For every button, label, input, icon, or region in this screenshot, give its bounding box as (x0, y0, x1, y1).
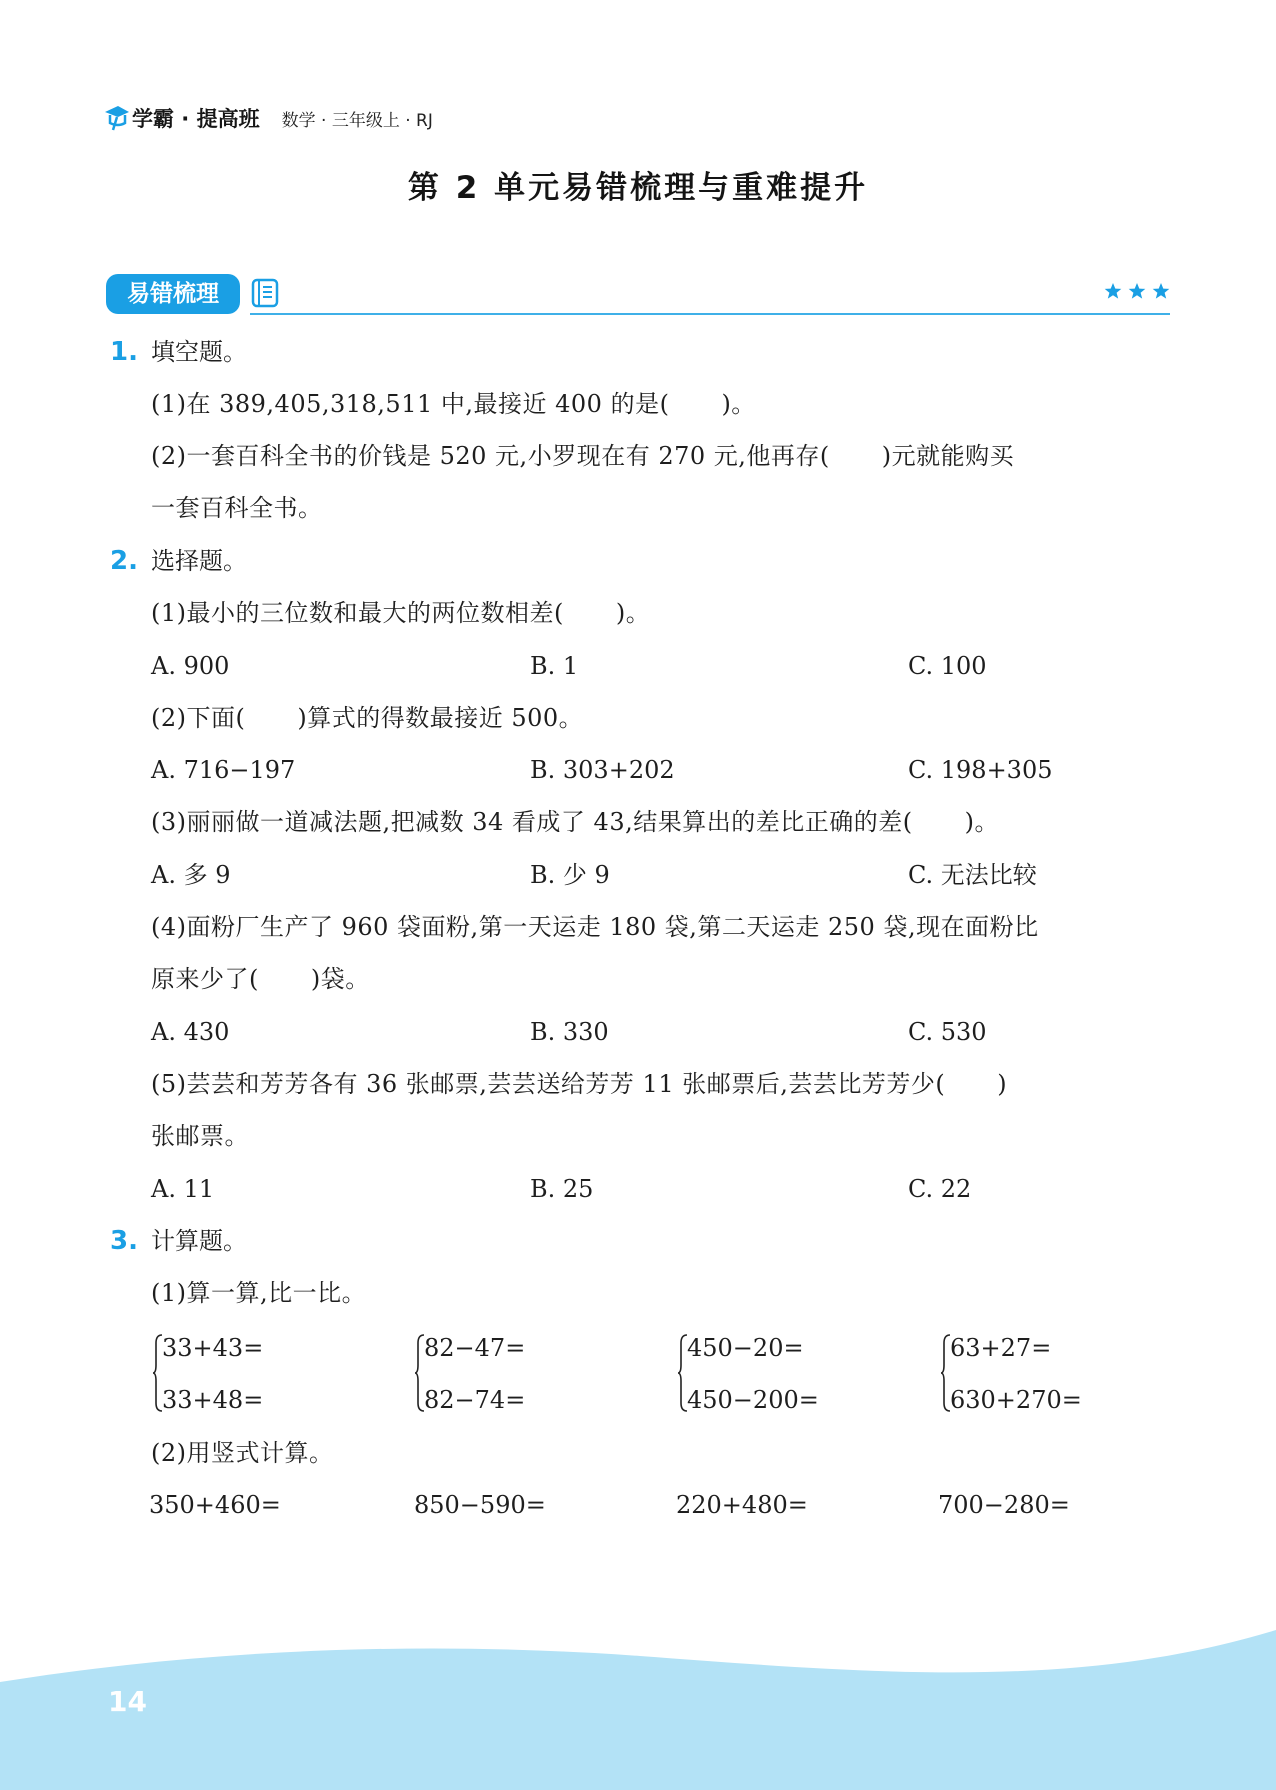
question-title: 填空题。 (151, 338, 247, 366)
option-a: A. 11 (151, 1175, 215, 1203)
question-text: 一套百科全书。 (151, 494, 323, 522)
option-c: C. 530 (908, 1018, 987, 1046)
brand-name: 学霸 · 提高班 (132, 107, 260, 131)
equation: 82−47= (424, 1334, 526, 1362)
question-number: 1. (110, 337, 138, 367)
question-text: (5)芸芸和芳芳各有 36 张邮票,芸芸送给芳芳 11 张邮票后,芸芸比芳芳少( ) (151, 1070, 1008, 1098)
option-b: B. 303+202 (530, 756, 675, 784)
book-subtitle: 数学 · 三年级上 · RJ (281, 110, 433, 131)
equation-pair (677, 1333, 877, 1413)
question-text: (1)最小的三位数和最大的两位数相差( )。 (151, 599, 651, 627)
notebook-icon (250, 278, 280, 308)
question-text: (3)丽丽做一道减法题,把减数 34 看成了 43,结果算出的差比正确的差( )。 (151, 808, 999, 836)
equation: 82−74= (424, 1386, 526, 1414)
question-text: (1)算一算,比一比。 (151, 1279, 367, 1307)
star-icon (1104, 282, 1170, 300)
difficulty-stars (1104, 282, 1170, 300)
vertical-calc-item: 350+460= (149, 1491, 281, 1519)
section-label: 易错梳理 (106, 274, 240, 314)
vertical-calc-item: 850−590= (414, 1491, 546, 1519)
question-title: 计算题。 (151, 1227, 247, 1255)
question-text: (2)用竖式计算。 (151, 1439, 334, 1467)
option-a: A. 多 9 (151, 861, 231, 889)
question-text: (2)一套百科全书的价钱是 520 元,小罗现在有 270 元,他再存( )元就能购买 (151, 442, 1015, 470)
option-a: A. 430 (151, 1018, 230, 1046)
equation-pair (414, 1333, 614, 1413)
option-c: C. 198+305 (908, 756, 1053, 784)
question-text: 张邮票。 (151, 1122, 249, 1150)
option-b: B. 少 9 (530, 861, 610, 889)
header (104, 98, 433, 138)
vertical-calc-item: 700−280= (938, 1491, 1070, 1519)
equation: 450−20= (687, 1334, 804, 1362)
question-number: 2. (110, 546, 138, 576)
question-text: (4)面粉厂生产了 960 袋面粉,第一天运走 180 袋,第二天运走 250 袋,现在面粉比 (151, 913, 1039, 941)
equation: 630+270= (950, 1386, 1082, 1414)
equation: 33+43= (162, 1334, 264, 1362)
question-text: (1)在 389,405,318,511 中,最接近 400 的是( )。 (151, 390, 756, 418)
question-text: (2)下面( )算式的得数最接近 500。 (151, 704, 584, 732)
option-b: B. 1 (530, 652, 579, 680)
section-underline (250, 313, 1170, 315)
page-title: 第 2 单元易错梳理与重难提升 (407, 170, 869, 206)
question-title: 选择题。 (151, 547, 247, 575)
page-number: 14 (108, 1685, 147, 1718)
footer-wave (0, 1620, 1276, 1790)
graduation-cap-icon (104, 103, 130, 133)
equation: 63+27= (950, 1334, 1052, 1362)
equation: 33+48= (162, 1386, 264, 1414)
equation-pair (940, 1333, 1140, 1413)
equation: 450−200= (687, 1386, 819, 1414)
option-b: B. 330 (530, 1018, 609, 1046)
question-number: 3. (110, 1226, 138, 1256)
equation-pair (152, 1333, 352, 1413)
option-a: A. 900 (151, 652, 230, 680)
option-c: C. 100 (908, 652, 987, 680)
option-b: B. 25 (530, 1175, 594, 1203)
question-text: 原来少了( )袋。 (151, 965, 370, 993)
section-header (106, 272, 1170, 318)
option-a: A. 716−197 (151, 756, 296, 784)
vertical-calc-item: 220+480= (676, 1491, 808, 1519)
option-c: C. 22 (908, 1175, 972, 1203)
option-c: C. 无法比较 (908, 861, 1037, 889)
